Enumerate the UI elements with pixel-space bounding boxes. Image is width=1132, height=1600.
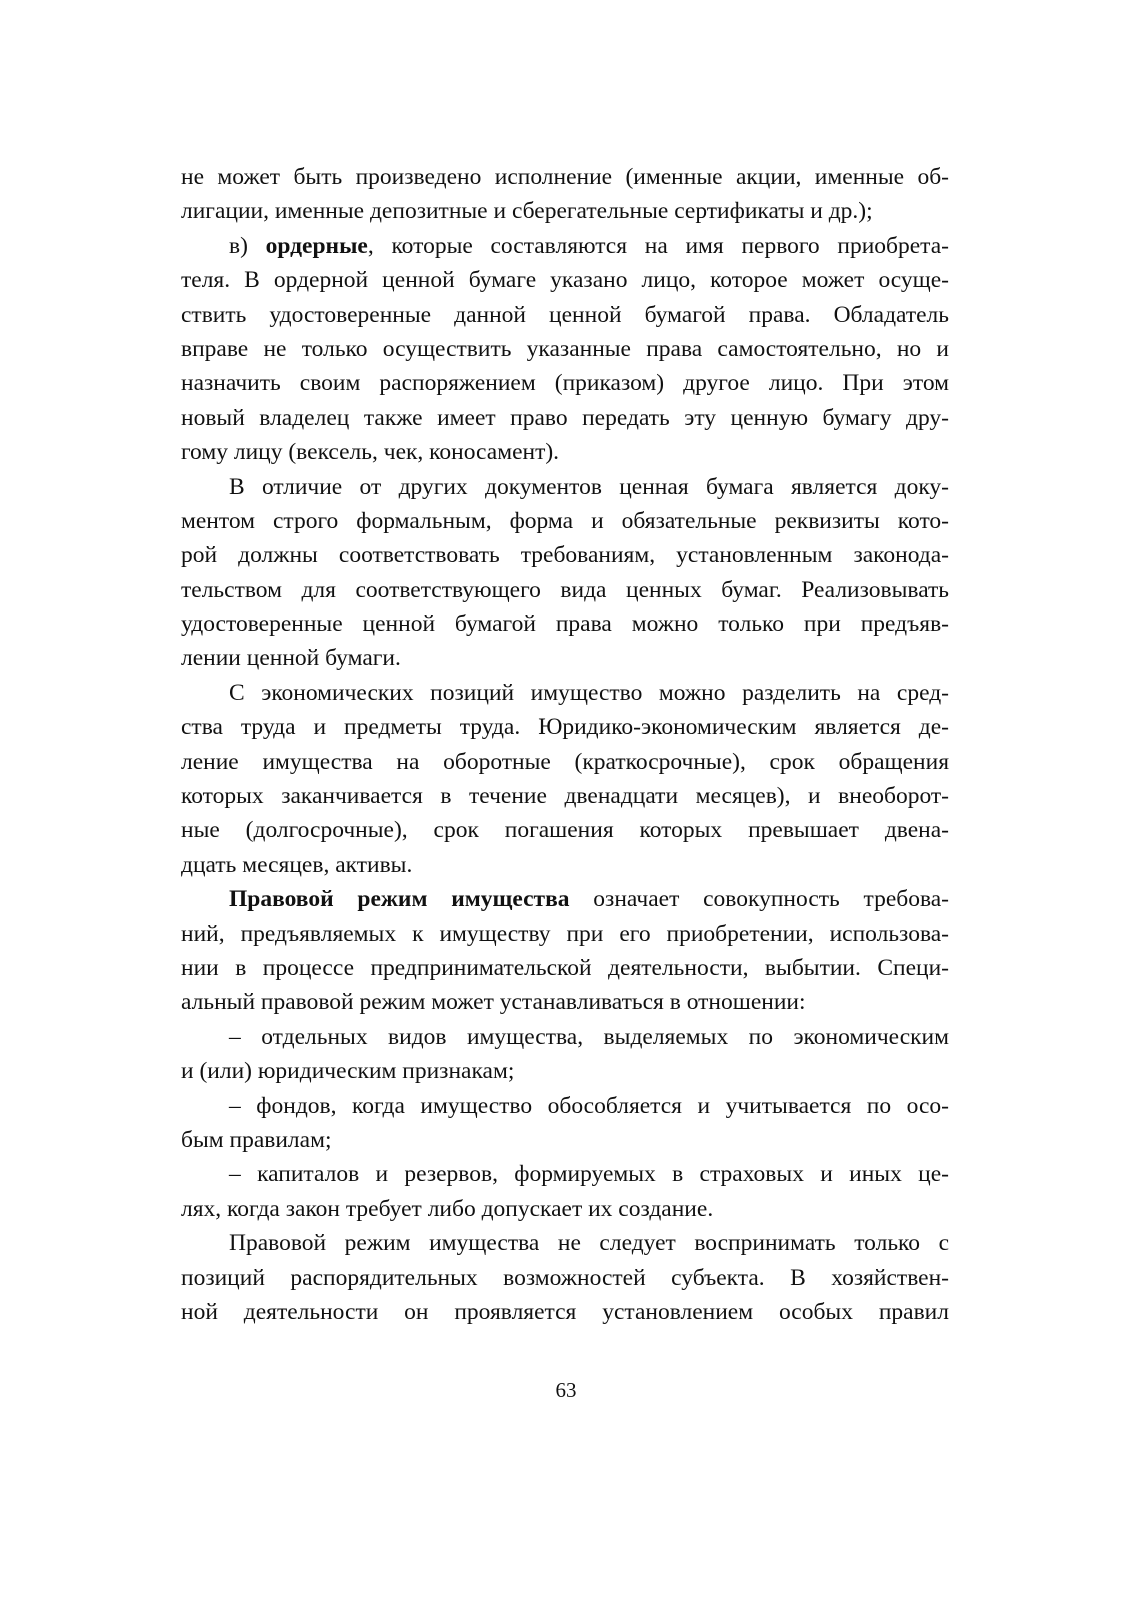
page-number: 63	[555, 1378, 577, 1402]
text-line: ствить удостоверенные данной ценной бумагой права. Обладатель	[181, 301, 949, 328]
text-line: теля. В ордерной ценной бумаге указано лицо, которое может осуще-	[181, 267, 949, 294]
text-line: удостоверенные ценной бумагой права можно только при предъяв-	[181, 611, 949, 638]
text-line: новый владелец также имеет право передать эту ценную бумагу дру-	[181, 404, 949, 431]
text-line: ной деятельности он проявляется установлением особых правил	[181, 1298, 949, 1325]
text-line: рой должны соответствовать требованиям, установленным законода-	[181, 542, 949, 569]
text-line: в) ордерные, которые составляются на имя первого приобрета-	[229, 232, 949, 259]
text-line: ные (долгосрочные), срок погашения которых превышает двена-	[181, 817, 949, 844]
text-line: гому лицу (вексель, чек, коносамент).	[181, 439, 560, 466]
text-line: ление имущества на оборотные (краткосрочные), срок обращения	[181, 748, 949, 775]
list-item-line: и (или) юридическим признакам;	[181, 1058, 515, 1085]
text-line: лении ценной бумаги.	[181, 645, 401, 672]
text-line: С экономических позиций имущество можно разделить на сред-	[229, 679, 949, 706]
text-line: ства труда и предметы труда. Юридико-экономическим является де-	[181, 714, 949, 741]
text-line: ментом строго формальным, форма и обязательные реквизиты кото-	[181, 507, 949, 534]
text-line: альный правовой режим может устанавливаться в отношении:	[181, 989, 806, 1016]
text-line: нии в процессе предпринимательской деятельности, выбытии. Специ-	[181, 954, 949, 981]
text-line: которых заканчивается в течение двенадцати месяцев), и внеоборот-	[181, 783, 949, 810]
text-line: позиций распорядительных возможностей субъекта. В хозяйствен-	[181, 1264, 949, 1291]
list-item-line: – отдельных видов имущества, выделяемых по экономическим	[229, 1023, 949, 1050]
text-line: ний, предъявляемых к имуществу при его приобретении, использова-	[181, 920, 949, 947]
list-item-line: – капиталов и резервов, формируемых в страховых и иных це-	[229, 1161, 949, 1188]
list-item-line: бым правилам;	[181, 1126, 332, 1153]
text-line: В отличие от других документов ценная бумага является доку-	[229, 473, 949, 500]
text-line: вправе не только осуществить указанные права самостоятельно, но и	[181, 335, 949, 362]
text-line: Правовой режим имущества не следует воспринимать только с	[229, 1230, 949, 1257]
list-item-line: – фондов, когда имущество обособляется и учитывается по осо-	[229, 1092, 949, 1119]
text-line: лигации, именные депозитные и сберегательные сертификаты и др.);	[181, 198, 873, 225]
text-line: дцать месяцев, активы.	[181, 851, 413, 878]
body-text	[181, 160, 949, 1329]
text-line: назначить своим распоряжением (приказом) другое лицо. При этом	[181, 370, 949, 397]
bold-term-orders: ордерные	[265, 232, 368, 259]
text-line: тельством для соответствующего вида ценных бумаг. Реализовывать	[181, 576, 949, 603]
text-line: Правовой режим имущества означает совокупность требова-	[229, 886, 949, 913]
bold-term-legal-regime: Правовой режим имущества	[229, 886, 570, 913]
list-item-line: лях, когда закон требует либо допускает их создание.	[181, 1195, 714, 1222]
text-line: не может быть произведено исполнение (именные акции, именные об-	[181, 164, 949, 190]
